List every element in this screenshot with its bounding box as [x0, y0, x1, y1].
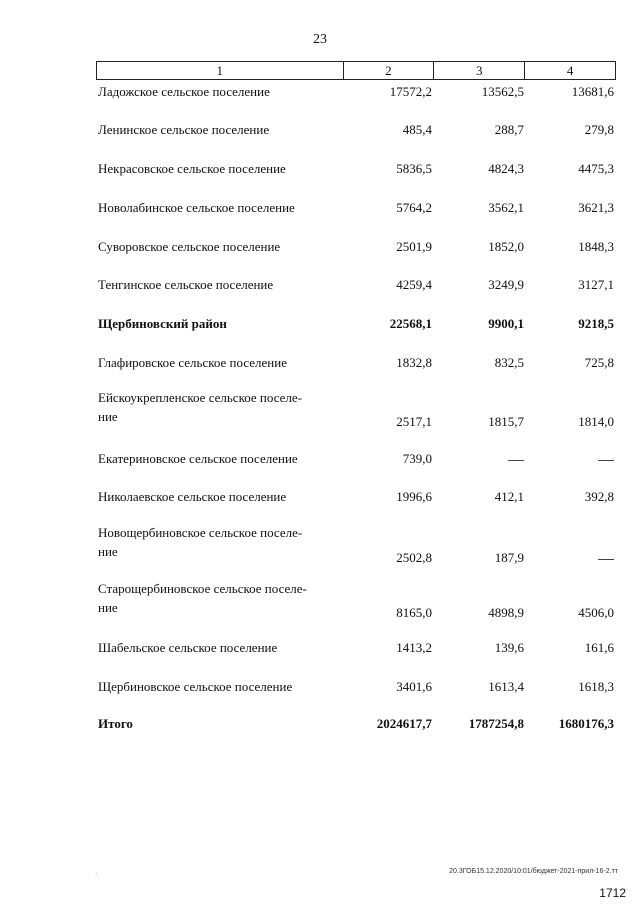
row-value-2: 1996,6	[396, 489, 432, 504]
footer-mark: ·	[95, 870, 98, 878]
row-value-4: 13681,6	[571, 84, 614, 99]
row-value-3: 4898,9	[488, 605, 524, 620]
row-value-4-empty	[524, 550, 614, 566]
row-value-4: 3127,1	[578, 277, 614, 292]
row-value-3: 187,9	[494, 550, 524, 565]
row-value-3: 4824,3	[488, 161, 524, 176]
row-name: Итого	[98, 716, 133, 731]
row-name: Екатериновское сельское поселение	[98, 451, 298, 466]
row-name: Шабельское сельское поселение	[98, 640, 278, 655]
row-value-3-empty	[434, 451, 524, 467]
header-col-2: 2	[343, 62, 434, 80]
row-value-2: 22568,1	[389, 316, 432, 331]
row-value-3: 3562,1	[488, 200, 524, 215]
sheet-number: 1712	[599, 886, 626, 900]
row-value-2: 8165,0	[396, 605, 432, 620]
row-name: Тенгинское сельское поселение	[98, 277, 274, 292]
dash-mark	[598, 460, 614, 461]
row-value-3: 412,1	[494, 489, 524, 504]
row-value-4: 725,8	[584, 355, 614, 370]
dash-mark	[598, 559, 614, 560]
row-name: Ладожское сельское поселение	[98, 84, 270, 99]
row-value-4: 3621,3	[578, 200, 614, 215]
row-value-3: 1852,0	[488, 239, 524, 254]
row-value-2: 1832,8	[396, 355, 432, 370]
row-name: Ейскоукрепленское сельское поселе-	[98, 390, 302, 405]
header-col-4: 4	[525, 62, 616, 80]
row-name: Николаевское сельское поселение	[98, 489, 287, 504]
row-value-2: 2024617,7	[376, 716, 432, 731]
row-value-3: 13562,5	[481, 84, 524, 99]
row-value-2: 485,4	[402, 122, 432, 137]
row-value-3: 9900,1	[488, 316, 524, 331]
row-value-4: 161,6	[584, 640, 614, 655]
row-value-3: 832,5	[494, 355, 524, 370]
row-value-3: 3249,9	[488, 277, 524, 292]
table-header	[96, 61, 616, 80]
row-value-4: 4475,3	[578, 161, 614, 176]
row-name: Некрасовское сельское поселение	[98, 161, 286, 176]
row-value-2: 1413,2	[396, 640, 432, 655]
row-value-4: 279,8	[584, 122, 614, 137]
row-value-3: 288,7	[494, 122, 524, 137]
row-name: Щербиновский район	[98, 316, 227, 331]
dash-mark	[508, 460, 524, 461]
row-value-4: 1814,0	[578, 414, 614, 429]
row-value-4: 4506,0	[578, 605, 614, 620]
row-name: Щербиновское сельское поселение	[98, 679, 293, 694]
row-value-2: 739,0	[402, 451, 432, 466]
header-col-1: 1	[97, 62, 344, 80]
row-value-4: 392,8	[584, 489, 614, 504]
row-value-2: 2502,8	[396, 550, 432, 565]
row-value-4: 1680176,3	[558, 716, 614, 731]
row-name: Глафировское сельское поселение	[98, 355, 287, 370]
row-value-4: 1848,3	[578, 239, 614, 254]
row-value-2: 2501,9	[396, 239, 432, 254]
row-value-2: 2517,1	[396, 414, 432, 429]
row-value-2: 5764,2	[396, 200, 432, 215]
row-value-4: 1618,3	[578, 679, 614, 694]
row-value-4: 9218,5	[578, 316, 614, 331]
header-col-3: 3	[434, 62, 525, 80]
row-name: Старощербиновское сельское поселе-	[98, 581, 307, 596]
row-value-2: 4259,4	[396, 277, 432, 292]
row-value-3: 1815,7	[488, 414, 524, 429]
row-name: Новощербиновское сельское поселе-	[98, 525, 303, 540]
row-value-3: 1613,4	[488, 679, 524, 694]
row-value-3: 139,6	[494, 640, 524, 655]
footer-file-code: 20.3ГОБ15.12.2020/10:01/бюджет-2021-прил-16-2.тт	[449, 868, 618, 875]
row-value-4-empty	[524, 451, 614, 467]
row-value-2: 17572,2	[389, 84, 432, 99]
row-value-2: 3401,6	[396, 679, 432, 694]
row-name: Ленинское сельское поселение	[98, 122, 270, 137]
row-value-3: 1787254,8	[468, 716, 524, 731]
page-number: 23	[313, 32, 327, 47]
row-name-continuation: ние	[98, 600, 118, 615]
row-name-continuation: ние	[98, 544, 118, 559]
row-name: Суворовское сельское поселение	[98, 239, 281, 254]
row-name: Новолабинское сельское поселение	[98, 200, 295, 215]
row-name-continuation: ние	[98, 409, 118, 424]
row-value-2: 5836,5	[396, 161, 432, 176]
